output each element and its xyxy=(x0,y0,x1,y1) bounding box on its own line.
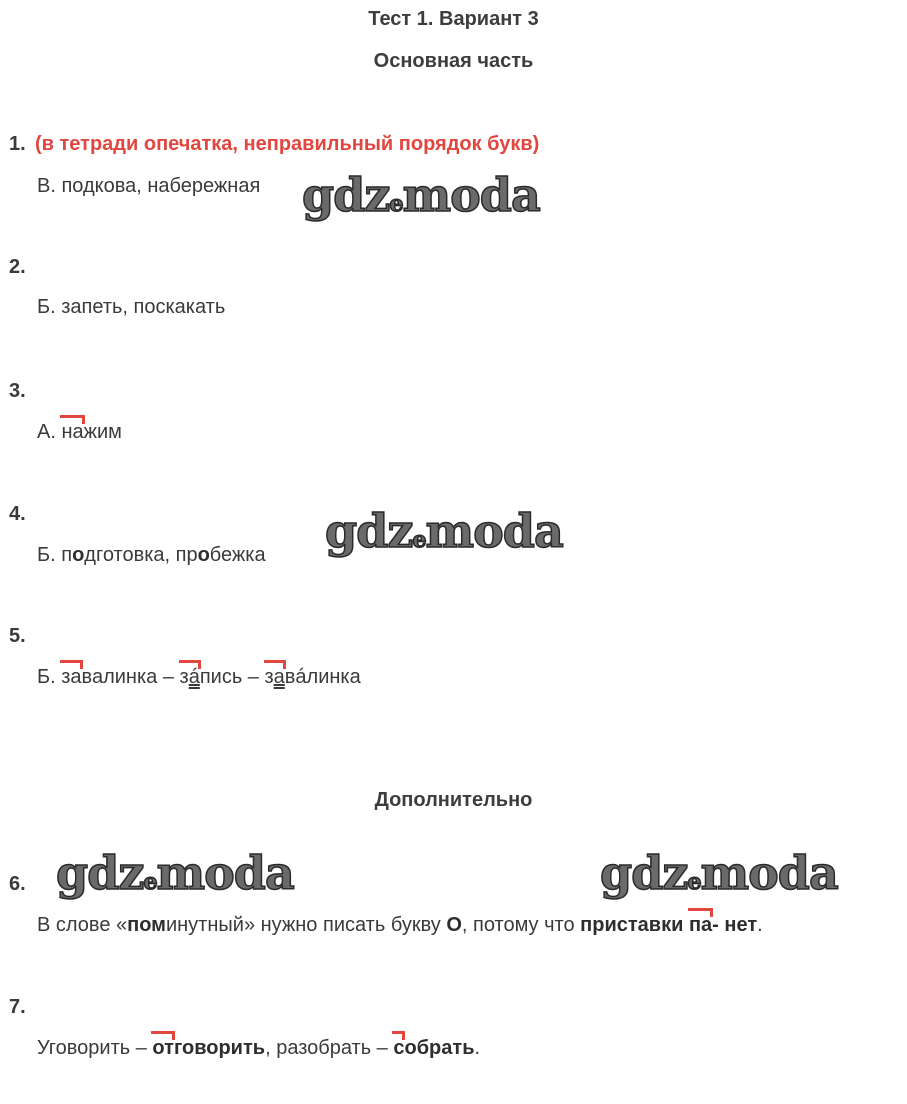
root-vowel-underline: а xyxy=(273,666,285,688)
typo-note: (в тетради опечатка, неправильный порядок букв) xyxy=(35,133,540,155)
section-heading-main: Основная часть xyxy=(373,50,534,72)
q1-note xyxy=(35,133,539,156)
prefix-mark: за xyxy=(264,666,285,688)
section-heading-extra: Дополнительно xyxy=(374,789,533,811)
question-number-7: 7. xyxy=(9,996,26,1018)
question-number-2: 2. xyxy=(9,256,26,278)
q4-answer: Б. подготовка, пробежка xyxy=(37,544,266,566)
prefix-mark: на xyxy=(61,421,84,443)
question-number-6: 6. xyxy=(9,873,26,895)
watermark-logo: gdzemoda xyxy=(600,846,838,900)
q7-answer: Уговорить – отговорить, разобрать – собрать. xyxy=(37,1037,481,1059)
question-number-4: 4. xyxy=(9,503,26,525)
prefix-mark: с xyxy=(393,1037,405,1059)
page-title: Тест 1. Вариант 3 xyxy=(368,8,539,30)
root-vowel-underline: á xyxy=(188,666,200,688)
prefix-mark: зá xyxy=(179,666,200,688)
q1-answer: В. подкова, набережная xyxy=(37,175,261,197)
watermark-logo: gdzemoda xyxy=(56,846,294,900)
question-number-5: 5. xyxy=(9,625,26,647)
q5-answer: Б. завалинка – зáпись – завáлинка xyxy=(37,666,361,688)
prefix-mark: за xyxy=(61,666,82,688)
prefix-mark: от xyxy=(152,1037,174,1059)
watermark-logo: gdzemoda xyxy=(325,504,563,558)
prefix-mark: па xyxy=(688,914,713,936)
question-number-1: 1. xyxy=(9,133,26,155)
q2-answer: Б. запеть, поскакать xyxy=(37,296,226,318)
watermark-logo: gdzemoda xyxy=(302,168,540,222)
q3-answer: А. нажим xyxy=(37,421,122,443)
question-number-3: 3. xyxy=(9,380,26,402)
q6-answer: В слове «поминутный» нужно писать букву О, потому что приставки па- нет. xyxy=(37,914,763,936)
